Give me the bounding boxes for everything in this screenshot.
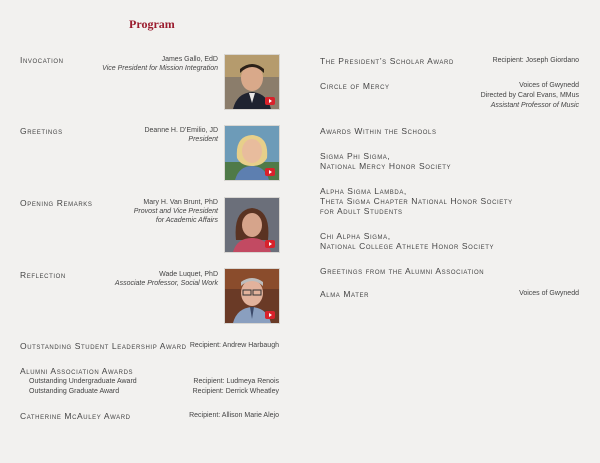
- alpha-sigma-lambda-3: for Adult Students: [320, 206, 403, 216]
- reflection-name: Wade Luquet, PhD: [159, 271, 218, 278]
- sigma-phi-sigma-2: National Mercy Honor Society: [320, 161, 452, 171]
- circle-of-mercy-director: Directed by Carol Evans, MMus: [480, 92, 579, 99]
- reflection-role: Associate Professor, Social Work: [114, 280, 218, 287]
- invocation-name: James Gallo, EdD: [161, 56, 218, 63]
- awards-within-schools: Awards Within the Schools: [320, 126, 437, 136]
- alma-mater-performer: Voices of Gwynedd: [519, 290, 579, 297]
- leadership-award-recipient: Recipient: Andrew Harbaugh: [189, 342, 279, 349]
- sigma-phi-sigma-1: Sigma Phi Sigma,: [320, 151, 391, 161]
- reflection-label: Reflection: [20, 270, 66, 280]
- opening-remarks-name: Mary H. Van Brunt, PhD: [143, 199, 218, 206]
- leadership-award-label: Outstanding Student Leadership Award: [20, 341, 187, 351]
- undergrad-award-recipient: Recipient: Ludmeya Renois: [193, 378, 279, 385]
- alma-mater-label: Alma Mater: [320, 289, 370, 299]
- chi-alpha-sigma-1: Chi Alpha Sigma,: [320, 231, 391, 241]
- speaker-photo-luquet[interactable]: [225, 269, 279, 323]
- undergrad-award-label: Outstanding Undergraduate Award: [29, 378, 137, 385]
- greetings-label: Greetings: [20, 126, 63, 136]
- alpha-sigma-lambda-1: Alpha Sigma Lambda,: [320, 186, 407, 196]
- presidents-award-label: The President’s Scholar Award: [320, 56, 454, 66]
- video-play-icon[interactable]: [265, 97, 275, 105]
- circle-of-mercy-label: Circle of Mercy: [320, 81, 390, 91]
- speaker-photo-vanbrunt[interactable]: [225, 198, 279, 252]
- opening-remarks-role-2: for Academic Affairs: [155, 217, 218, 224]
- greetings-name: Deanne H. D’Emilio, JD: [144, 127, 218, 134]
- video-play-icon[interactable]: [265, 240, 275, 248]
- video-play-icon[interactable]: [265, 168, 275, 176]
- speaker-photo-demilio[interactable]: [225, 126, 279, 180]
- alpha-sigma-lambda-2: Theta Sigma Chapter National Honor Society: [320, 196, 513, 206]
- video-play-icon[interactable]: [265, 311, 275, 319]
- invocation-role: Vice President for Mission Integration: [102, 65, 218, 72]
- greetings-role: President: [188, 136, 218, 143]
- page-title: Program: [129, 17, 175, 31]
- grad-award-label: Outstanding Graduate Award: [29, 388, 120, 395]
- alumni-greetings: Greetings from the Alumni Association: [320, 266, 485, 276]
- circle-of-mercy-director-role: Assistant Professor of Music: [490, 102, 579, 109]
- opening-remarks-role-1: Provost and Vice President: [133, 208, 218, 215]
- speaker-photo-gallo[interactable]: [225, 55, 279, 109]
- presidents-award-recipient: Recipient: Joseph Giordano: [492, 57, 579, 64]
- alumni-awards-label: Alumni Association Awards: [20, 366, 134, 376]
- circle-of-mercy-performer: Voices of Gwynedd: [519, 82, 579, 89]
- grad-award-recipient: Recipient: Derrick Wheatley: [192, 388, 279, 395]
- invocation-label: Invocation: [20, 55, 64, 65]
- chi-alpha-sigma-2: National College Athlete Honor Society: [320, 241, 495, 251]
- mcauley-award-recipient: Recipient: Allison Marie Alejo: [189, 412, 279, 419]
- mcauley-award-label: Catherine McAuley Award: [20, 411, 131, 421]
- opening-remarks-label: Opening Remarks: [20, 198, 93, 208]
